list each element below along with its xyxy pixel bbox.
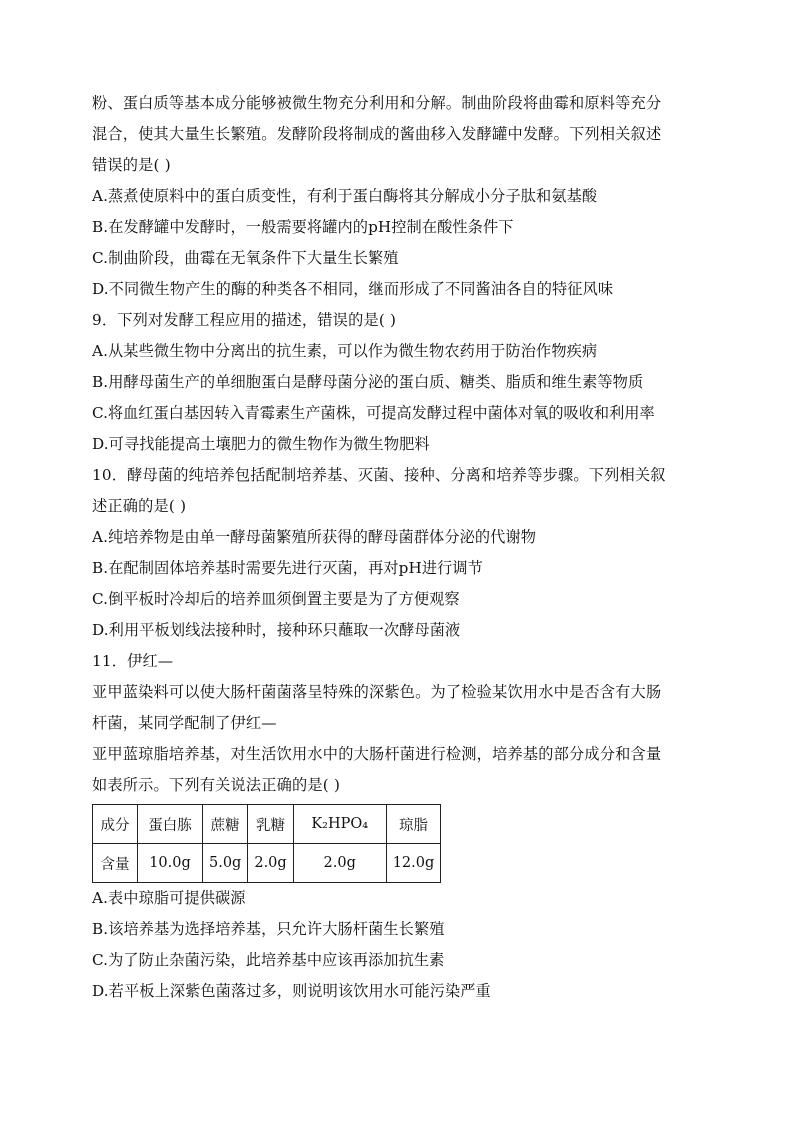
intro-line-2: 混合，使其大量生长繁殖。发酵阶段将制成的酱曲移入发酵罐中发酵。下列相关叙述 (92, 125, 662, 143)
table-header-row (93, 805, 441, 844)
table-cell: K₂HPO₄ (293, 805, 386, 844)
intro-line-1: 粉、蛋白质等基本成分能够被微生物充分利用和分解。制曲阶段将曲霉和原料等充分 (92, 94, 662, 112)
q11-stem-line-5: 如表所示。下列有关说法正确的是( ) (92, 776, 341, 794)
q9-option-b: B.用酵母菌生产的单细胞蛋白是酵母菌分泌的蛋白质、糖类、脂质和维生素等物质 (92, 373, 644, 391)
table-cell: 10.0g (138, 844, 203, 883)
q10-option-a: A.纯培养物是由单一酵母菌繁殖所获得的酵母菌群体分泌的代谢物 (92, 528, 537, 546)
table-cell: 琼脂 (386, 805, 441, 844)
q11-option-a: A.表中琼脂可提供碳源 (92, 889, 246, 907)
q9-option-c: C.将血红蛋白基因转入青霉素生产菌株，可提高发酵过程中菌体对氧的吸收和利用率 (92, 404, 655, 422)
document-page (92, 88, 704, 1007)
q11-stem-line-2: 亚甲蓝染料可以使大肠杆菌菌落呈特殊的深紫色。为了检验某饮用水中是否含有大肠 (92, 683, 662, 701)
q9-stem: 9．下列对发酵工程应用的描述，错误的是( ) (92, 311, 397, 329)
q10-stem-line-2: 述正确的是( ) (92, 497, 187, 515)
table-cell: 5.0g (203, 844, 248, 883)
q8-option-a: A.蒸煮使原料中的蛋白质变性，有利于蛋白酶将其分解成小分子肽和氨基酸 (92, 187, 598, 205)
q11-stem-line-4: 亚甲蓝琼脂培养基，对生活饮用水中的大肠杆菌进行检测，培养基的部分成分和含量 (92, 745, 662, 763)
q11-option-d: D.若平板上深紫色菌落过多，则说明该饮用水可能污染严重 (92, 982, 491, 1000)
table-cell: 成分 (93, 805, 138, 844)
table-cell: 12.0g (386, 844, 441, 883)
q8-option-b: B.在发酵罐中发酵时，一般需要将罐内的pH控制在酸性条件下 (92, 218, 514, 236)
table-cell: 2.0g (248, 844, 293, 883)
composition-table (92, 804, 441, 883)
q10-stem-line-1: 10．酵母菌的纯培养包括配制培养基、灭菌、接种、分离和培养等步骤。下列相关叙 (92, 466, 666, 484)
q11-option-c: C.为了防止杂菌污染，此培养基中应该再添加抗生素 (92, 951, 445, 969)
table-row (93, 844, 441, 883)
q9-option-d: D.可寻找能提高土壤肥力的微生物作为微生物肥料 (92, 435, 430, 453)
q11-stem-line-1: 11．伊红— (92, 652, 174, 670)
table-cell: 2.0g (293, 844, 386, 883)
table-cell: 蛋白胨 (138, 805, 203, 844)
q11-stem-line-3: 杆菌，某同学配制了伊红— (92, 714, 277, 732)
q10-option-c: C.倒平板时冷却后的培养皿须倒置主要是为了方便观察 (92, 590, 460, 608)
table-cell: 蔗糖 (203, 805, 248, 844)
table-cell: 乳糖 (248, 805, 293, 844)
intro-line-3: 错误的是( ) (92, 156, 171, 174)
table-cell: 含量 (93, 844, 138, 883)
q10-option-d: D.利用平板划线法接种时，接种环只蘸取一次酵母菌液 (92, 621, 461, 639)
q8-option-d: D.不同微生物产生的酶的种类各不相同，继而形成了不同酱油各自的特征风味 (92, 280, 614, 298)
q8-option-c: C.制曲阶段，曲霉在无氧条件下大量生长繁殖 (92, 249, 399, 267)
q10-option-b: B.在配制固体培养基时需要先进行灭菌，再对pH进行调节 (92, 559, 483, 577)
q9-option-a: A.从某些微生物中分离出的抗生素，可以作为微生物农药用于防治作物疾病 (92, 342, 598, 360)
q11-option-b: B.该培养基为选择培养基，只允许大肠杆菌生长繁殖 (92, 920, 445, 938)
